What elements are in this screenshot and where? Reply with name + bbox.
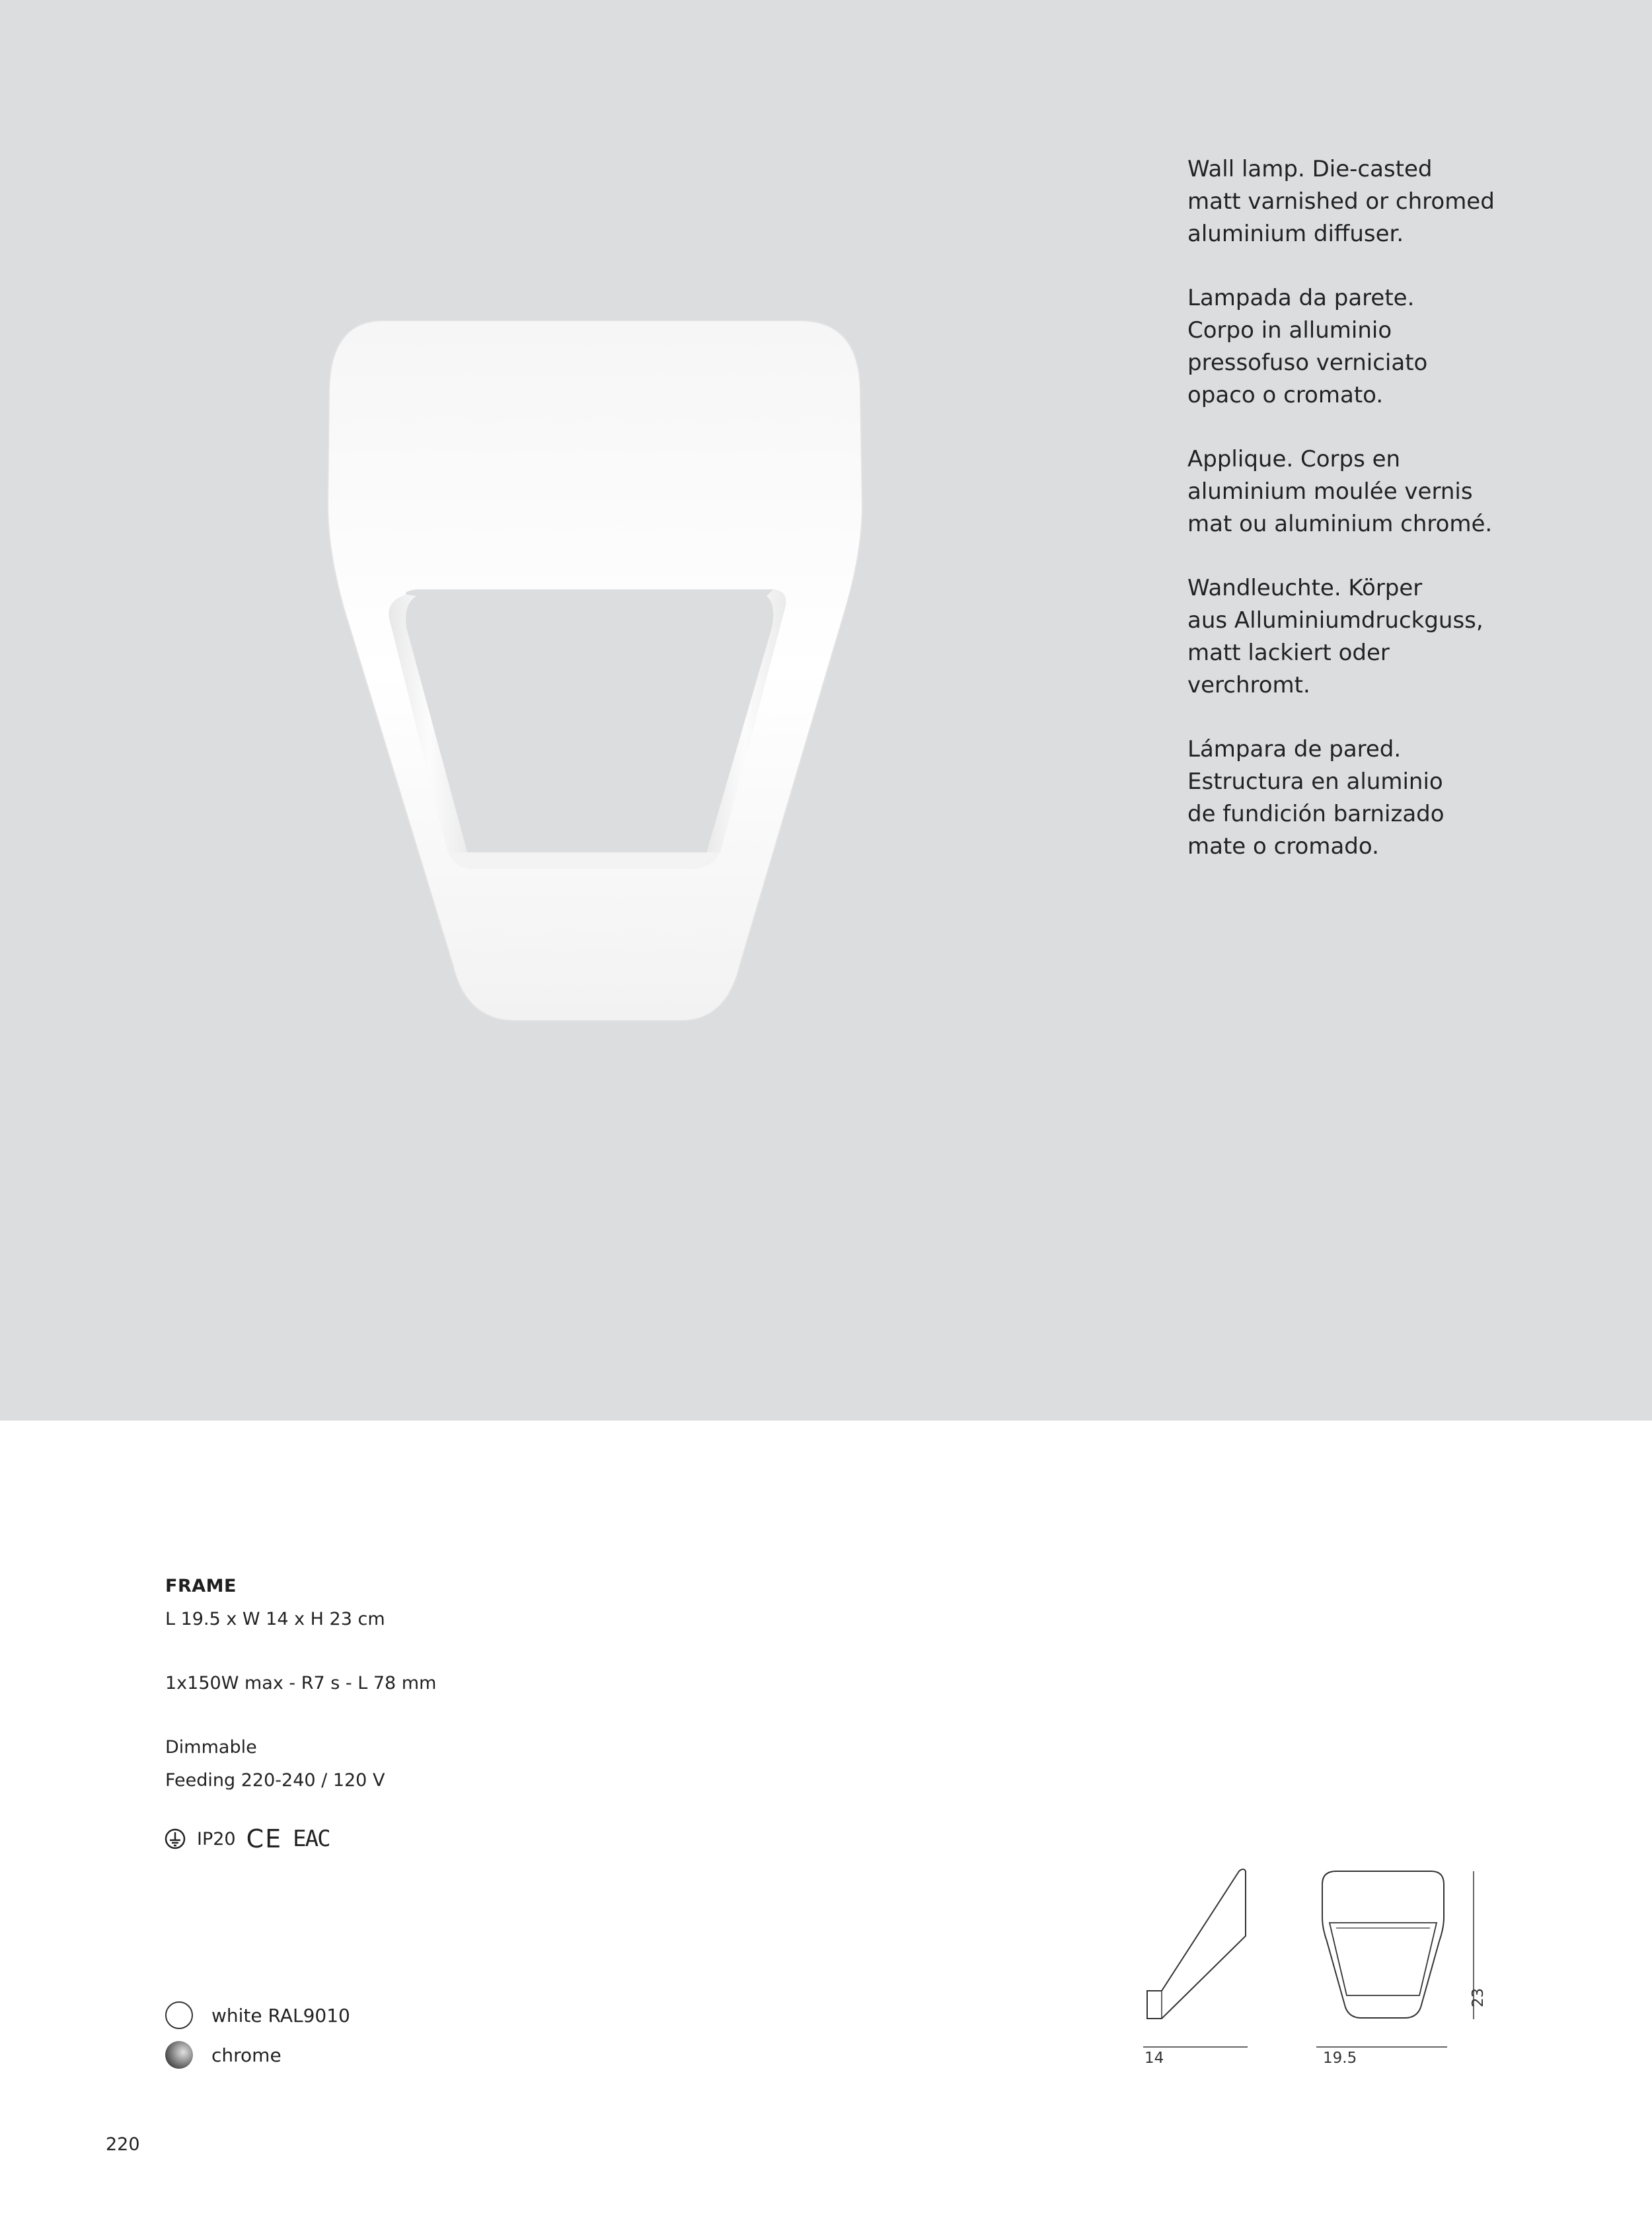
front-width-label: 19.5 (1323, 2050, 1357, 2067)
height-label: 23 (1470, 1988, 1487, 2007)
white-swatch (165, 2001, 193, 2029)
page-number: 220 (106, 2134, 140, 2155)
description-italian: Lampada da parete. Corpo in alluminio pressofuso verniciato opaco o cromato. (1187, 285, 1428, 408)
eac-mark-icon: EAC (293, 1826, 330, 1852)
finish-chrome-label: chrome (211, 2044, 282, 2066)
description-english: Wall lamp. Die-casted matt varnished or chromed aluminium diffuser. (1187, 156, 1495, 247)
product-descriptions (1187, 153, 1610, 895)
spec-dimmable: Dimmable (165, 1737, 257, 1758)
certifications (164, 1822, 330, 1855)
finish-white (165, 1995, 350, 2035)
spec-dimensions: L 19.5 x W 14 x H 23 cm (165, 1609, 385, 1629)
specifications (165, 1570, 760, 1797)
spec-bulb: 1x150W max - R7 s - L 78 mm (165, 1673, 437, 1693)
description-french: Applique. Corps en aluminium moulée vernis mat ou aluminium chromé. (1187, 446, 1493, 537)
finish-chrome (165, 2035, 350, 2075)
spec-feeding: Feeding 220-240 / 120 V (165, 1770, 385, 1791)
spec-title: FRAME (165, 1576, 237, 1596)
side-view-drawing (1137, 1863, 1256, 2062)
description-german: Wandleuchte. Körper aus Alluminiumdruckguss, matt lackiert oder verchromt. (1187, 575, 1483, 698)
finish-white-label: white RAL9010 (211, 2004, 350, 2026)
class-i-ground-icon (164, 1828, 186, 1850)
side-width-label: 14 (1145, 2050, 1164, 2067)
description-spanish: Lámpara de pared. Estructura en aluminio de fundición barnizado mate o cromado. (1187, 736, 1445, 860)
ce-mark-icon: CE (246, 1824, 283, 1853)
technical-drawings (1137, 1863, 1507, 2075)
front-view-drawing (1315, 1863, 1487, 2062)
finish-options (165, 1995, 350, 2075)
chrome-swatch (165, 2041, 193, 2069)
ip-rating: IP20 (197, 1828, 236, 1849)
wall-lamp-photo (311, 311, 879, 1031)
